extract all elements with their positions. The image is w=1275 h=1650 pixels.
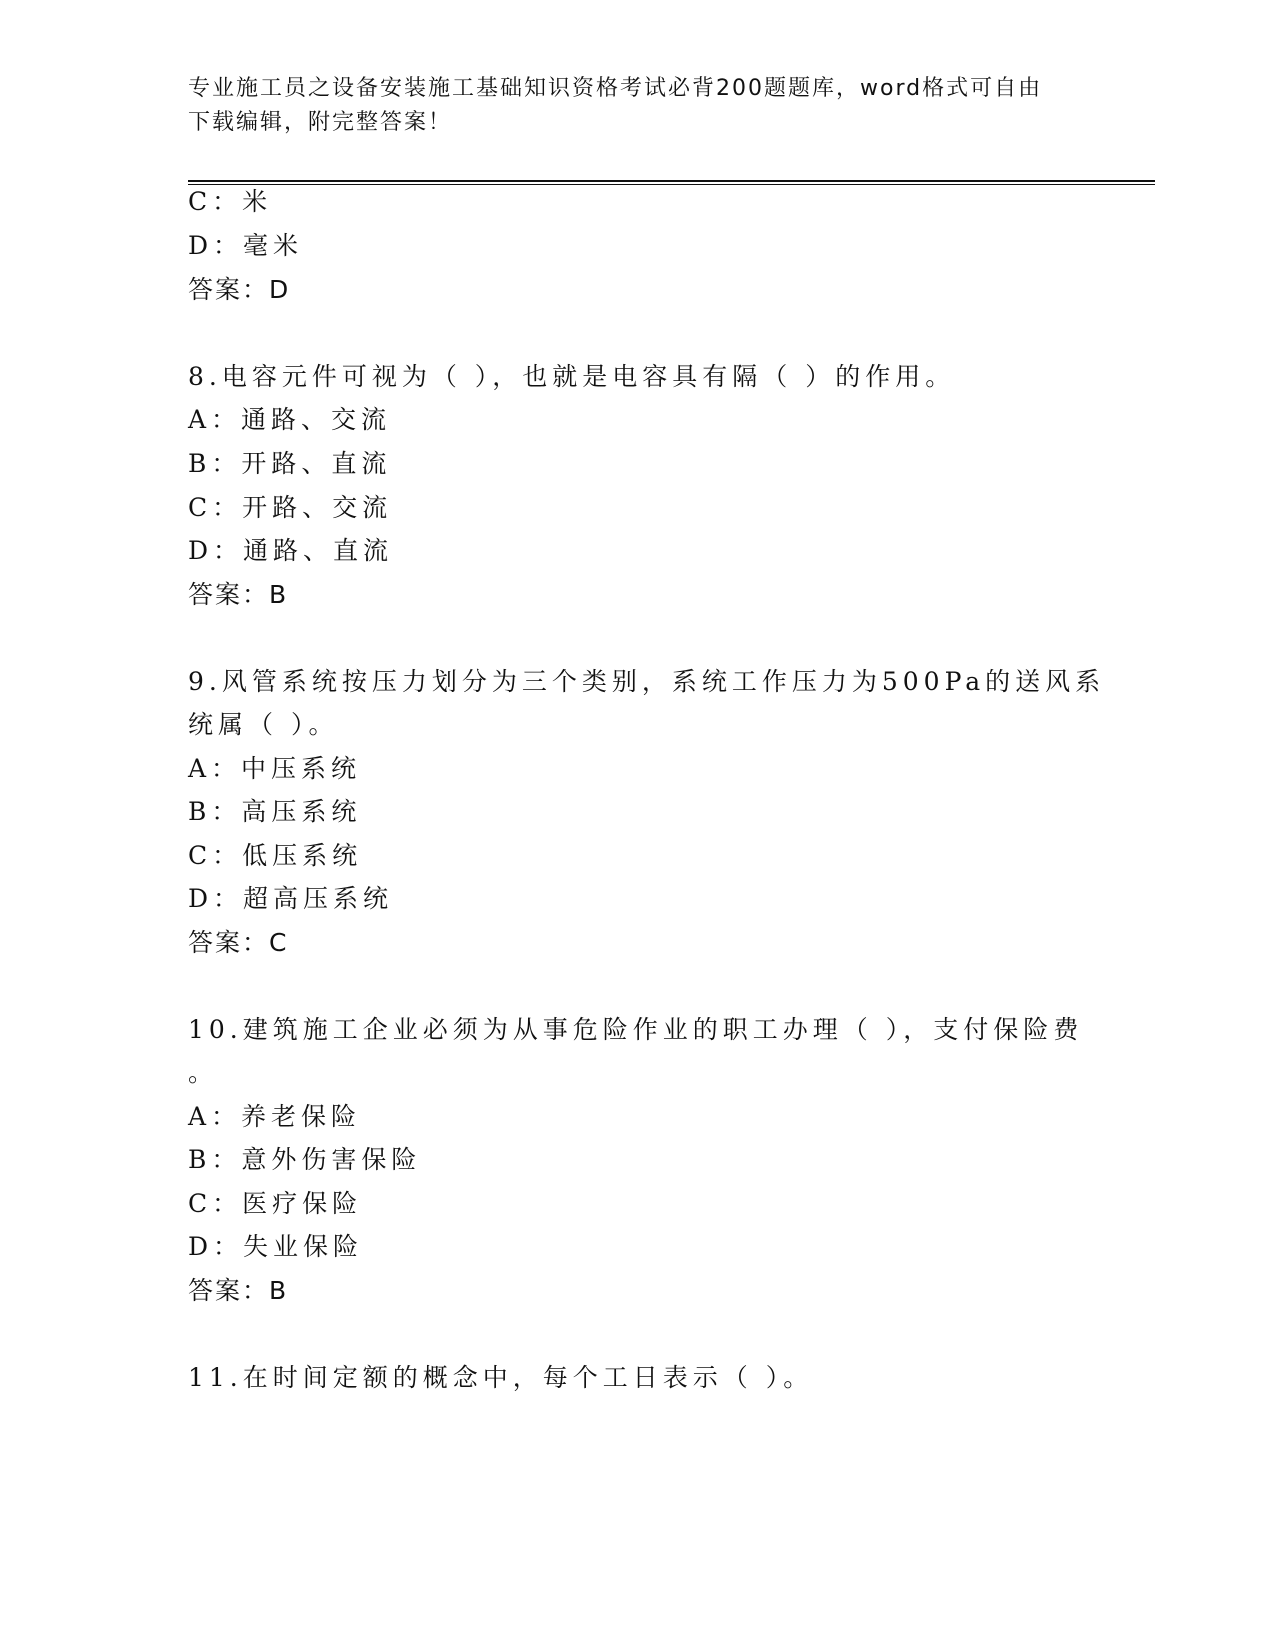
header-divider-thick xyxy=(188,180,1155,182)
question-9-option-d: D：超高压系统 xyxy=(188,884,394,913)
question-10-option-a: A：养老保险 xyxy=(188,1102,362,1131)
question-9-answer: 答案：C xyxy=(188,928,289,957)
question-10-text-line-2: 。 xyxy=(188,1058,219,1087)
question-8-option-c: C：开路、交流 xyxy=(188,493,393,522)
question-10-option-d: D：失业保险 xyxy=(188,1232,364,1261)
question-8-answer: 答案：B xyxy=(188,580,289,609)
option-c: C：米 xyxy=(188,187,273,216)
question-9-text-line-2: 统属（ ）。 xyxy=(188,710,339,739)
question-9-option-a: A：中压系统 xyxy=(188,754,362,783)
question-9-option-c: C：低压系统 xyxy=(188,841,363,870)
question-8-text: 8.电容元件可视为（ ），也就是电容具有隔（ ）的作用。 xyxy=(188,362,956,391)
question-10-option-c: C：医疗保险 xyxy=(188,1189,363,1218)
header-title-line-1: 专业施工员之设备安装施工基础知识资格考试必背200题题库，word格式可自由 xyxy=(188,76,1043,101)
question-10-answer: 答案：B xyxy=(188,1276,289,1305)
question-9-text-line-1: 9.风管系统按压力划分为三个类别，系统工作压力为500Pa的送风系 xyxy=(188,667,1106,696)
question-8-option-d: D：通路、直流 xyxy=(188,536,394,565)
header-title-line-2: 下载编辑，附完整答案！ xyxy=(188,110,453,135)
question-9-option-b: B：高压系统 xyxy=(188,797,362,826)
question-11-text: 11.在时间定额的概念中，每个工日表示（ ）。 xyxy=(188,1363,814,1392)
document-header xyxy=(188,72,1068,140)
question-8-option-a: A：通路、交流 xyxy=(188,405,392,434)
answer-line: 答案：D xyxy=(188,275,291,304)
question-8-option-b: B：开路、直流 xyxy=(188,449,392,478)
question-10-text-line-1: 10.建筑施工企业必须为从事危险作业的职工办理（ ），支付保险费 xyxy=(188,1015,1084,1044)
option-d: D：毫米 xyxy=(188,231,304,260)
question-10-option-b: B：意外伤害保险 xyxy=(188,1145,422,1174)
header-divider-thin xyxy=(188,184,1155,185)
